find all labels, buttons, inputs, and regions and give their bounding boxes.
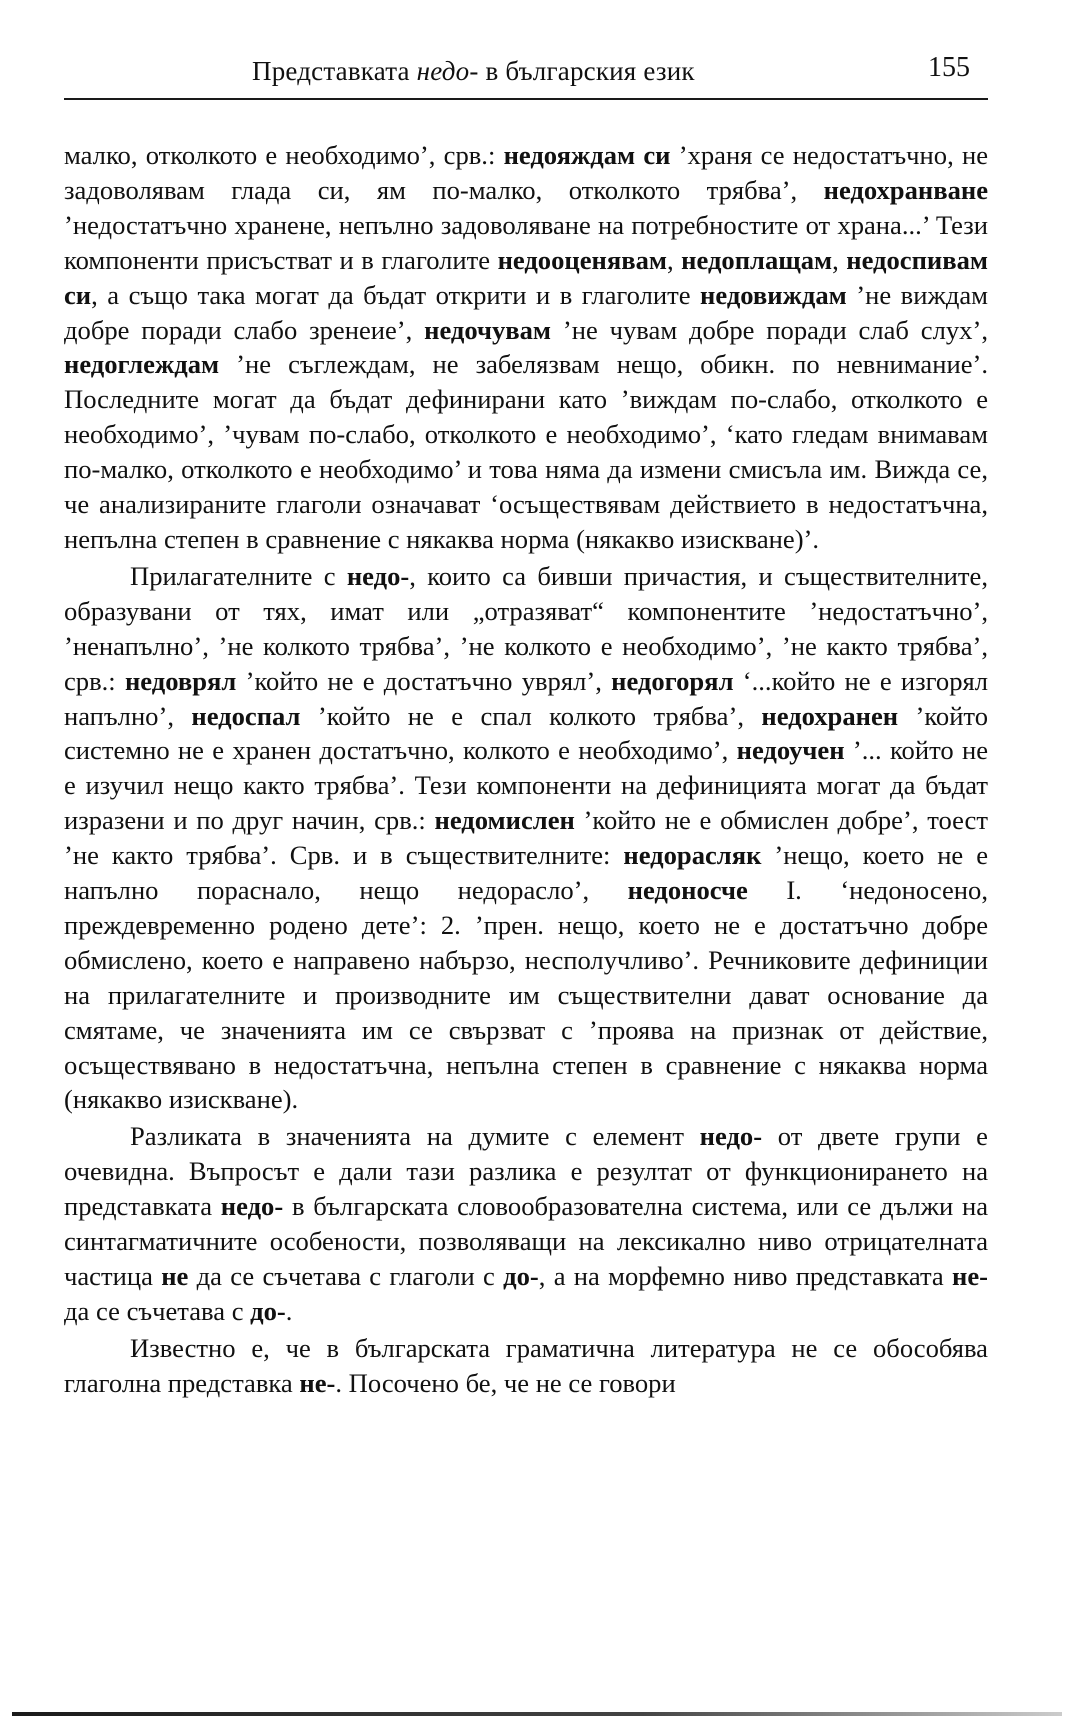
text-run: Известно е, че в българската граматична литература не се обособява глаголна представка [64,1332,988,1398]
term-bold: недочувам [424,314,552,345]
term-bold: недооценявам [497,244,668,275]
text-run: от двете групи е очевидна. Въпросът е дали тази разлика е резултат от функционирането на представката [64,1121,988,1222]
text-run: малко, отколкото е необходимо’, срв.: [64,140,504,170]
term-bold: недоносче [627,875,748,906]
text-run: да се съчетава с глаголи с [188,1261,504,1291]
term-bold: недовиждам [700,279,847,310]
term-bold: недояждам си [503,140,671,170]
term-bold: недоглеждам [64,349,220,380]
text-run: . [285,1295,293,1326]
text-run: ’не виждам добре поради слабо зренеие’, [64,279,988,345]
paragraph-2 [64,559,988,1118]
paragraph-3 [64,1119,988,1328]
term-bold: недо- [699,1121,763,1152]
text-run: , [832,244,847,275]
text-run: в българската словообразователна система, или се дължи на синтагматичните особености, позволяващи на лексикално ниво отрицателната частица [64,1191,988,1291]
text-run: ’не съглеждам, не забелязвам нещо, обикн. по невнимание’. Последните могат да бъдат дефинирани като ’виждам по-слабо, отколкото е необходимо’, ’чувам по-слабо, отколкото е необходимо’, ‘като гледам внимавам по-малко, отколкото е необходимо’ и това няма да измени смисъла им. Вижда се, че анализираните глаголи означават ‘осъществявам действието в недостатъчна, непълна степен в сравнение с някаква норма (някакво изискване)’. [64,349,988,554]
text-run: Разликата в значенията на думите с елемент [130,1121,700,1152]
paragraph-4 [64,1331,988,1401]
text-run: ’... който не е изучил нещо както трябва’. Тези компоненти на дефиницията могат да бъдат изразени и по друг начин, срв.: [64,735,988,836]
term-bold: не [161,1261,189,1291]
text-run: ‘...който не е изгорял напълно’, [64,665,989,731]
term-bold: недохранване [823,174,988,205]
text-run: ’не чувам добре поради слаб слух’, [551,314,988,345]
text-run: . Посочено бе, че не се говори [335,1367,676,1398]
text-run: I. ‘недоносено, преждевременно родено дете’: 2. ’прен. нещо, което не е достатъчно добре обмислено, което е направено набързо, несполучливо’. Речниковите дефиниции на прилагателните и производните им съществителни дават основание да смятаме, че значенията им се свързват с ’проява на признак от действие, осъществявано в недостатъчна, непълна степен в сравнение с някаква норма (някакво изискване). [64,875,988,1115]
term-bold: недоплащам [681,244,833,275]
text-run: ’храня се недостатъчно, не задоволявам глада си, ям по-малко, отколкото трябва’, [64,140,988,205]
text-run: , [667,244,682,275]
footer-rule [12,1712,1062,1716]
term-bold: недоврял [124,665,237,696]
term-bold: не- [299,1367,336,1398]
term-bold: до- [503,1261,539,1291]
text-run: ’нещо, което не е напълно пораснало, нещо недорасло’, [64,840,989,906]
running-header [64,52,988,100]
page-number: 155 [928,52,970,83]
text-run: ’който системно не е хранен достатъчно, колкото е необходимо’, [64,700,988,766]
running-title-post: в българския език [478,56,695,86]
running-title-pre: Представката [252,56,417,86]
term-bold: недо- [346,560,410,591]
running-title [252,56,695,87]
body-text [64,138,988,1401]
term-bold: до- [250,1295,286,1326]
term-bold: недоучен [736,735,845,766]
term-bold: не- [952,1261,988,1291]
text-run: ’недостатъчно хранене, непълно задоволяване на потребностите от храна...’ Тези компоненти присъстват и в глаголите [64,209,988,275]
text-run: ’който не е достатъчно уврял’, [236,665,612,696]
term-bold: недомислен [434,805,575,836]
text-run: , а на морфемно ниво представката [538,1261,953,1291]
running-title-prefix-italic: недо- [416,56,479,86]
text-run: , които са бивши причастия, и съществителните, образувани от тях, имат или „отразяват“ компонентите ’недостатъчно’, ’ненапълно’, ’не колкото трябва’, ’не колкото е необходимо’, ’не както трябва’, срв.: [64,560,988,696]
text-run: ’който не е обмислен добре’, тоест ’не както трябва’. Срв. и в съществителните: [64,805,988,871]
term-bold: недо- [220,1191,284,1222]
text-run: ’който не е спал колкото трябва’, [300,700,762,731]
term-bold: недоспивам си [64,244,989,310]
term-bold: недогорял [611,665,734,696]
text-run: Прилагателните с [130,560,347,591]
term-bold: недохранен [761,700,899,731]
paragraph-1 [64,138,988,557]
text-run: , а също така могат да бъдат открити и в глаголите [91,279,701,310]
text-run: да се съчетава с [64,1295,251,1326]
term-bold: недоспал [191,700,301,731]
term-bold: недорасляк [623,840,762,871]
